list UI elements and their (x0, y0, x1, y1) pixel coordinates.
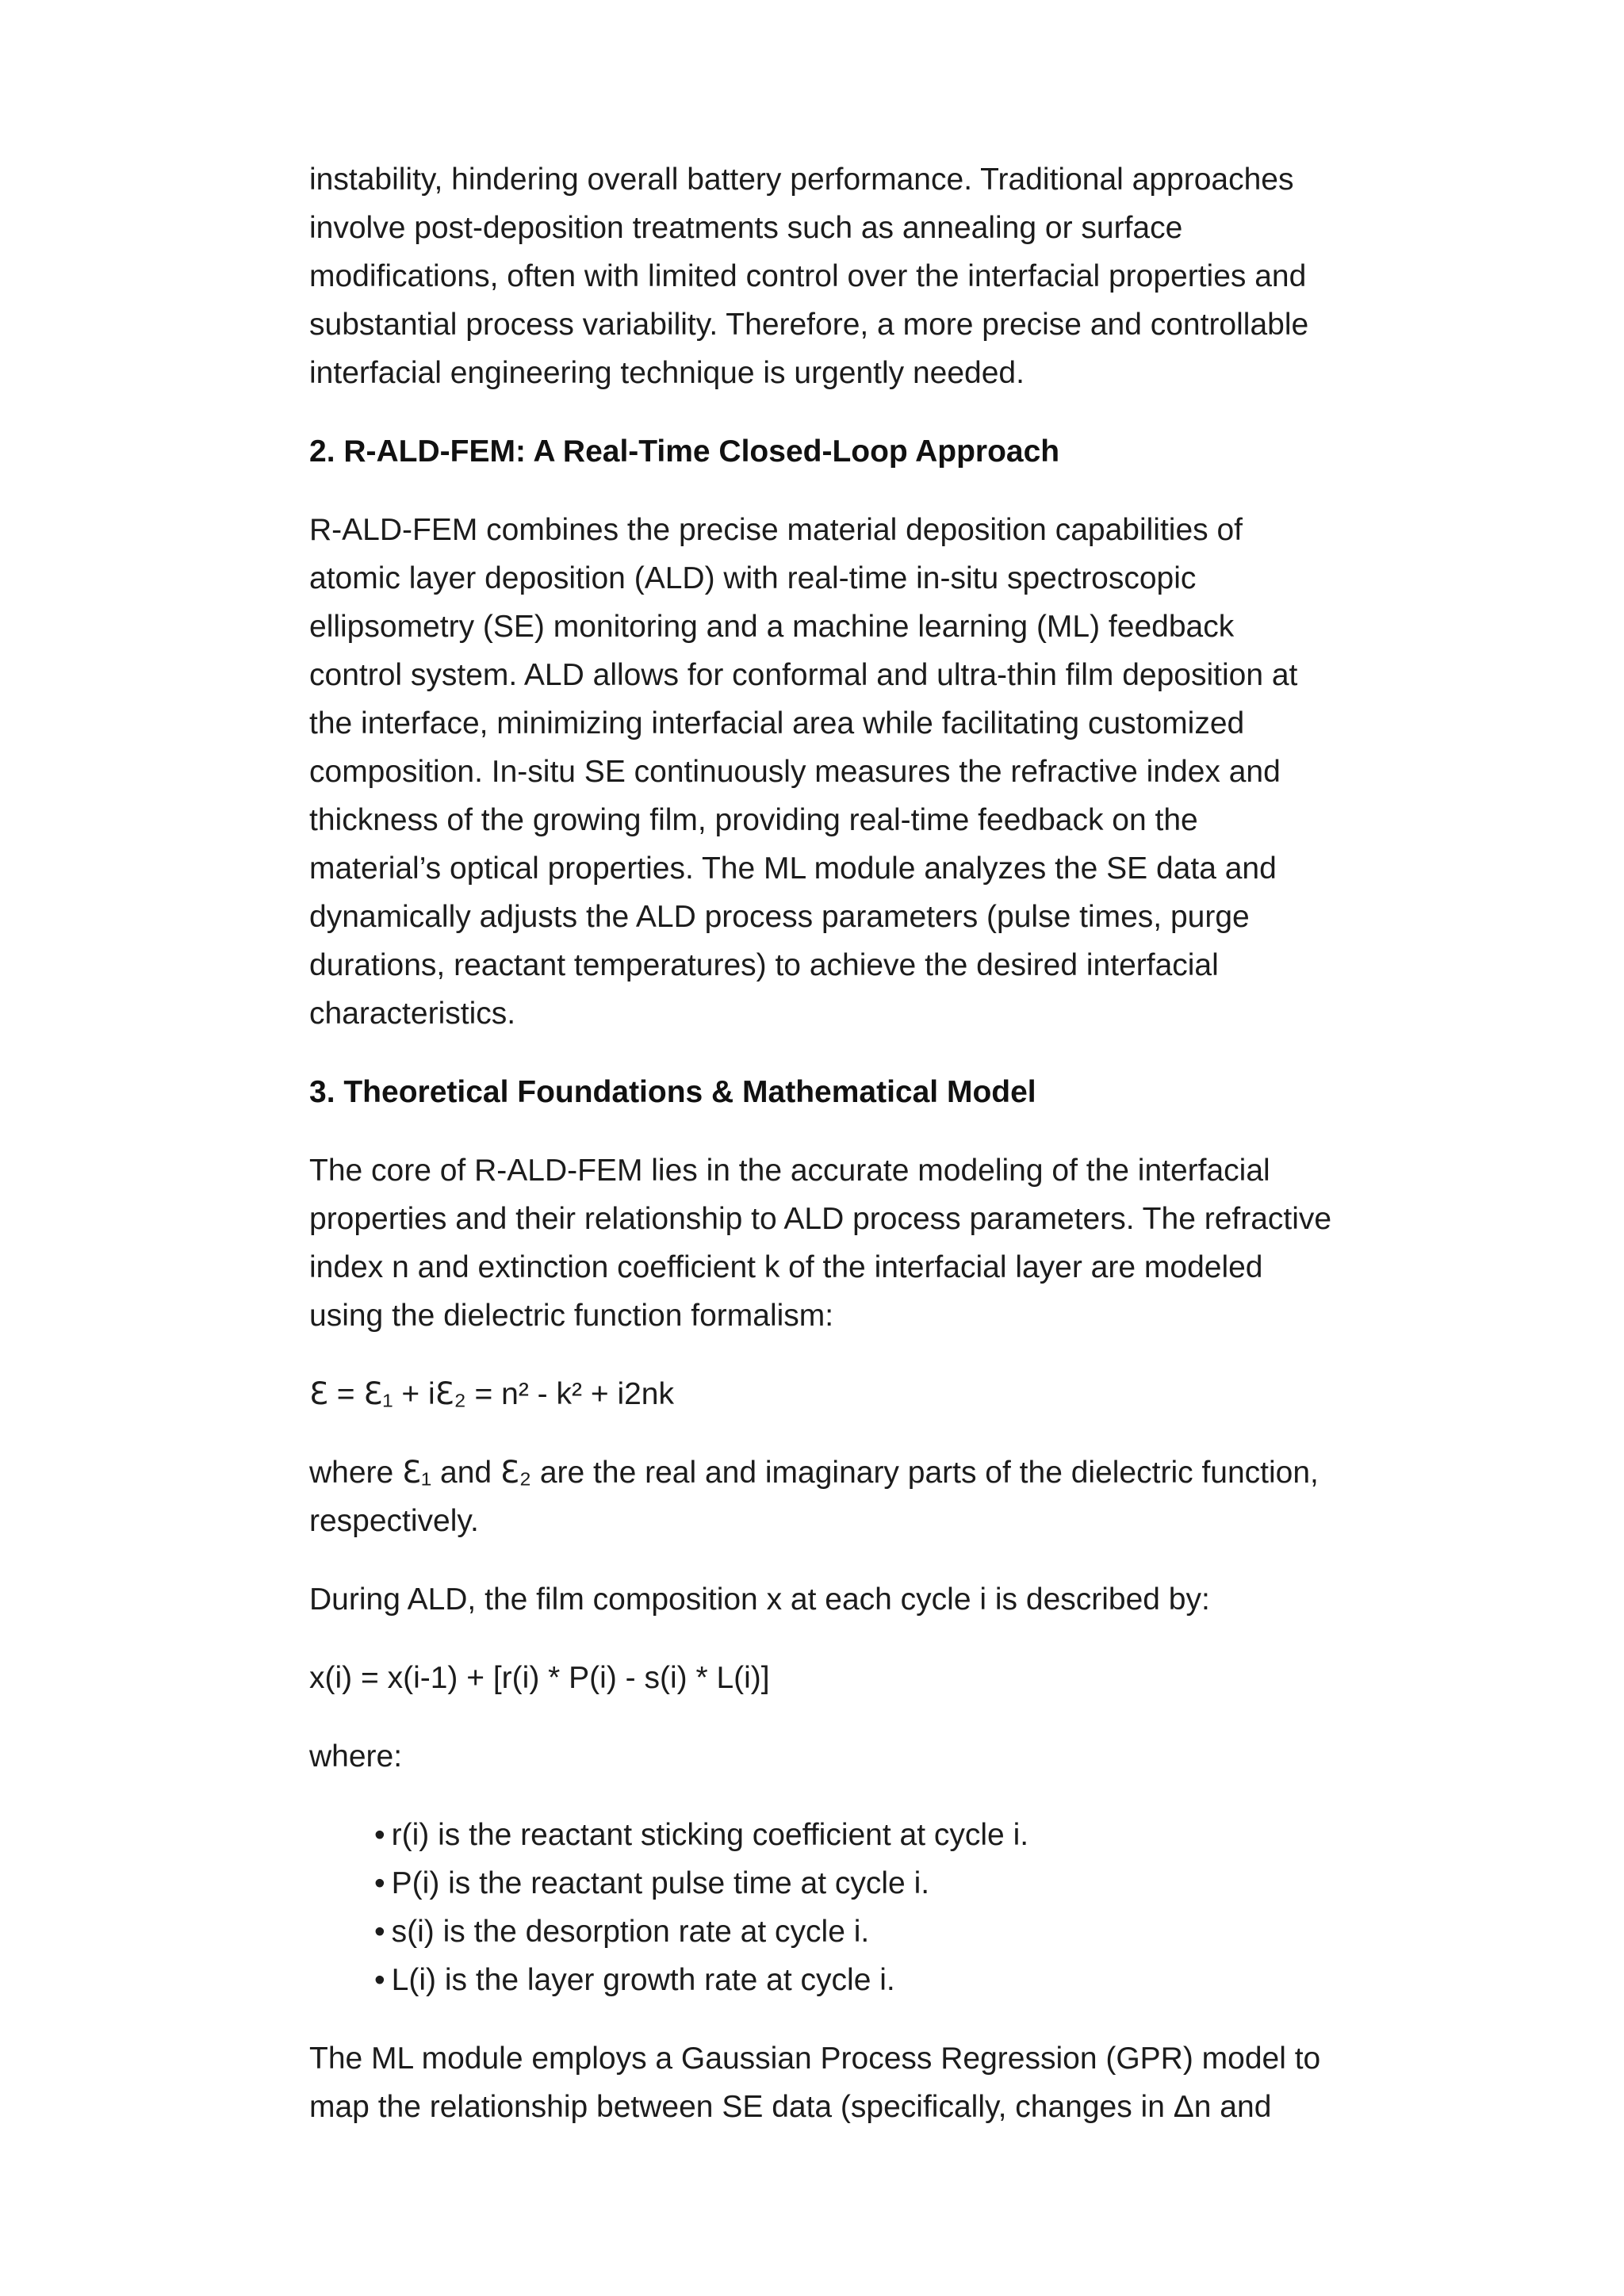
intro-tail-paragraph: instability, hindering overall battery performance. Traditional approaches involve post-deposition treatments such as annealing or surface modifications, often with limited control over the interfacial properties and substantial process variability. Therefore, a more precise and controllable interfacial engineering technique is urgently needed. (309, 163, 1309, 390)
definition-list (309, 1811, 1332, 2004)
list-item (374, 1956, 1332, 2004)
composition-equation: x(i) = x(i-1) + [r(i) * P(i) - s(i) * L(i)] (309, 1661, 770, 1695)
section-3-heading: 3. Theoretical Foundations & Mathematical Model (309, 1075, 1036, 1109)
list-item (374, 1908, 1332, 1956)
list-item-text: L(i) is the layer growth rate at cycle i. (391, 1963, 895, 1997)
section-2-paragraph: R-ALD-FEM combines the precise material deposition capabilities of atomic layer deposition (ALD) with real-time in-situ spectroscopic ellipsometry (SE) monitoring and a machine learning (ML) feedback control system. ALD allows for conformal and ultra-thin film deposition at the interface, minimizing interfacial area while facilitating customized composition. In-situ SE continuously measures the refractive index and thickness of the growing film, providing real-time feedback on the material’s optical properties. The ML module analyzes the SE data and dynamically adjusts the ALD process parameters (pulse times, purge durations, reactant temperatures) to achieve the desired interfacial characteristics. (309, 513, 1298, 1031)
list-item (374, 1811, 1332, 1859)
dielectric-equation: ℇ = ℇ₁ + iℇ₂ = n² - k² + i2nk (309, 1377, 674, 1411)
composition-intro: During ALD, the film composition x at each cycle i is described by: (309, 1582, 1210, 1617)
section-2-heading: 2. R-ALD-FEM: A Real-Time Closed-Loop Approach (309, 434, 1060, 469)
list-item-text: s(i) is the desorption rate at cycle i. (391, 1915, 870, 1949)
section-3-intro-paragraph: The core of R-ALD-FEM lies in the accurate modeling of the interfacial properties and their relationship to ALD process parameters. The refractive index n and extinction coefficient k of the interfacial layer are modeled using the dielectric function formalism: (309, 1154, 1332, 1333)
bullet-icon: • (374, 1915, 385, 1949)
bullet-icon: • (374, 1818, 385, 1852)
ml-intro-paragraph: The ML module employs a Gaussian Process Regression (GPR) model to map the relationship between SE data (specifically, changes in Δn and (309, 2042, 1321, 2124)
list-item (374, 1859, 1332, 1908)
bullet-icon: • (374, 1963, 385, 1997)
where-label: where: (309, 1739, 403, 1774)
bullet-icon: • (374, 1866, 385, 1900)
document-page (309, 155, 1332, 2161)
dielectric-explanation: where ℇ₁ and ℇ₂ are the real and imaginary parts of the dielectric function, respectively. (309, 1456, 1319, 1538)
list-item-text: r(i) is the reactant sticking coefficient at cycle i. (391, 1818, 1029, 1852)
list-item-text: P(i) is the reactant pulse time at cycle i. (391, 1866, 930, 1900)
